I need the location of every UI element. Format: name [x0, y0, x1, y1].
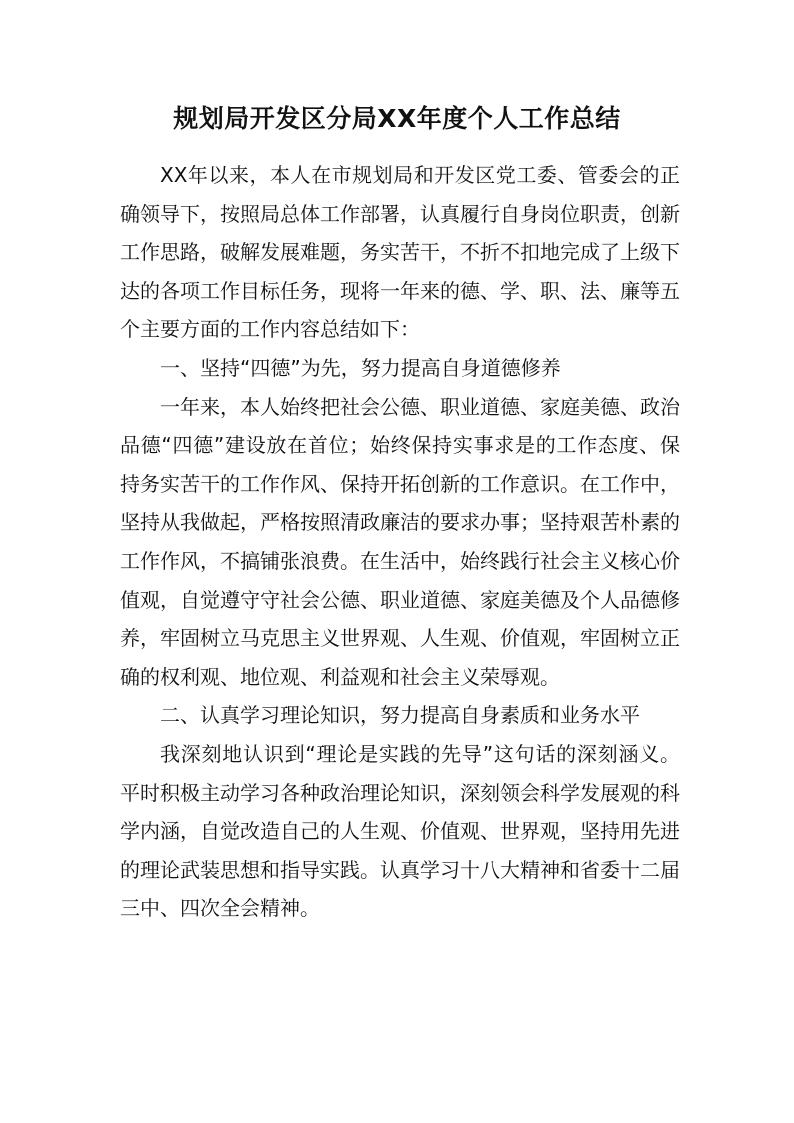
- section-body-2: 我深刻地认识到“理论是实践的先导”这句话的深刻涵义。平时积极主动学习各种政治理论知识，深刻领会科学发展观的科学内涵，自觉改造自己的人生观、价值观、世界观，坚持用先进的理论武装思想和指导实践。认真学习十八大精神和省委十二届三中、四次全会精神。: [120, 741, 680, 921]
- intro-paragraph: XX年以来，本人在市规划局和开发区党工委、管委会的正确领导下，按照局总体工作部署，认真履行自身岗位职责，创新工作思路，破解发展难题，务实苦干，不折不扣地完成了上级下达的各项工作目标任务，现将一年来的德、学、职、法、廉等五个主要方面的工作内容总结如下：: [120, 163, 680, 342]
- document-body: [120, 156, 680, 928]
- document-title: 规划局开发区分局XX年度个人工作总结: [173, 104, 621, 133]
- section-heading-2: 二、认真学习理论知识，努力提高自身素质和业务水平: [160, 703, 640, 728]
- section-heading-1: 一、坚持“四德”为先，努力提高自身道德修养: [160, 355, 561, 380]
- section-body-1: 一年来，本人始终把社会公德、职业道德、家庭美德、政治品德“四德”建设放在首位；始终保持实事求是的工作态度、保持务实苦干的工作作风、保持开拓创新的工作意识。在工作中，坚持从我做起，严格按照清政廉洁的要求办事；坚持艰苦朴素的工作作风，不搞铺张浪费。在生活中，始终践行社会主义核心价值观，自觉遵守守社会公德、职业道德、家庭美德及个人品德修养，牢固树立马克思主义世界观、人生观、价值观，牢固树立正确的权利观、地位观、利益观和社会主义荣辱观。: [120, 394, 680, 689]
